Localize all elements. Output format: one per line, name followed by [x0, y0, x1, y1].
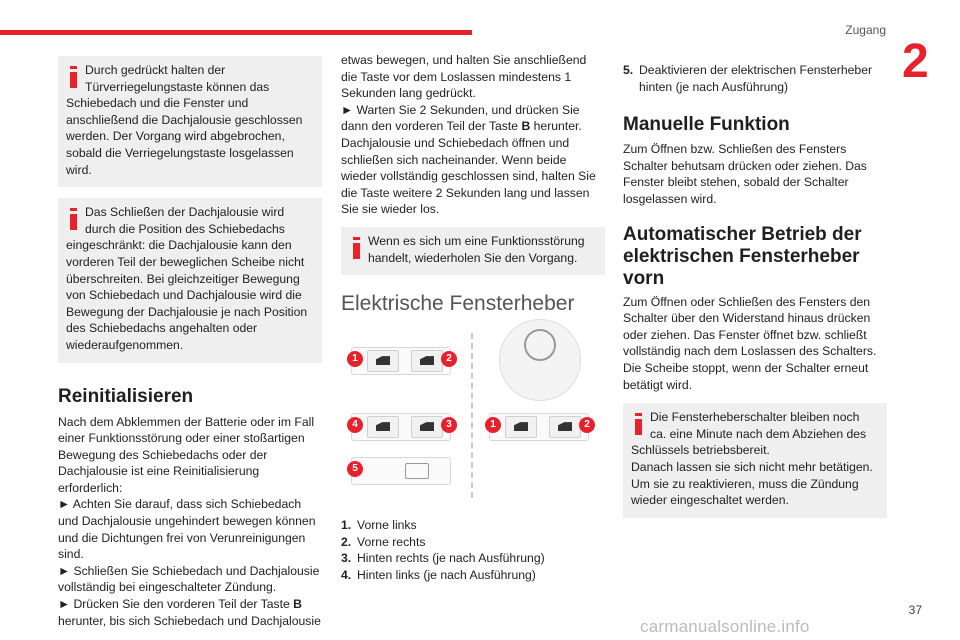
- info-icon: [635, 413, 642, 435]
- switch-panel: [351, 457, 451, 485]
- info-note-text: Durch gedrückt halten der Türverriegelungstaste können das Schiebedach und die Fenster und anschließend die Dachjalousie geschlossen werden. Der Vorgang wird abgebrochen, sobald die Verriegelungstaste losgelassen wird.: [66, 63, 303, 177]
- section-title: Zugang: [845, 23, 886, 37]
- window-switch-diagram: [341, 325, 605, 505]
- list-item: 4. Hinten links (je nach Ausführung): [341, 567, 536, 582]
- window-switch-front-left: [505, 416, 537, 438]
- watermark: carmanualsonline.info: [640, 617, 810, 636]
- step-text: ► Schließen Sie Schiebedach und Dachjalousie vollständig bei eingeschalteter Zündung.: [58, 563, 320, 595]
- info-note-text: Danach lassen sie sich nicht mehr betätigen. Um sie zu reaktivieren, muss die Zündung wieder eingeschaltet werden.: [631, 459, 873, 508]
- window-icon: [376, 422, 390, 431]
- info-icon: [70, 208, 77, 230]
- legend-list: [341, 517, 605, 583]
- window-switch-front-right: [549, 416, 581, 438]
- badge: 4: [347, 417, 363, 433]
- power-icon: [524, 329, 556, 361]
- step-text: ► Warten Sie 2 Sekunden, und drücken Sie dann den vorderen Teil der Taste B herunter. Dachjalousie und Schiebedach öffnen und schließen sich nacheinander. Wenn beide wieder vollständig geschlossen sind, halten Sie die Taste weitere 2 Sekunden lang und lassen Sie sie wieder los.: [341, 102, 596, 217]
- key-label: B: [521, 119, 531, 134]
- chapter-number: 2: [902, 35, 929, 88]
- paragraph: Nach dem Abklemmen der Batterie oder im Fall einer Funktionsstörung oder einer stoßartigen Bewegung des Schiebedachs oder der Dachjalousie ist eine Reinitialisierung erforderlich:: [58, 414, 315, 495]
- window-switch-front-right: [411, 350, 443, 372]
- column-left: [58, 56, 322, 629]
- window-switch-rear-right: [411, 416, 443, 438]
- step-text: ► Drücken Sie den vorderen Teil der Taste B herunter, bis sich Schiebedach und Dachjalousie: [58, 597, 321, 628]
- info-note: [623, 403, 887, 518]
- badge: 2: [441, 351, 457, 367]
- heading-automatischer-betrieb: Automatischer Betrieb der elektrischen Fensterheber vorn: [623, 223, 862, 289]
- legend-list: [623, 62, 887, 95]
- step-text: ► Achten Sie darauf, dass sich Schiebedach und Dachjalousie ungehindert bewegen können und die Dichtungen frei von Verunreinigungen sind.: [58, 497, 316, 562]
- list-item: 1. Vorne links: [341, 518, 417, 533]
- info-note-text: Das Schließen der Dachjalousie wird durch die Position des Schiebedachs eingeschränkt: die Dachjalousie kann den vorderen Teil der beweglichen Scheibe nicht überschreiten. Bei gleichzeitiger Bewegung von Schiebedach und Dachjalousie wird die Bewegung der Dachjalousie je nach Position des Schiebedachs angehalten oder wiederaufgenommen.: [66, 205, 308, 352]
- info-icon: [70, 66, 77, 88]
- column-middle: [341, 52, 605, 584]
- list-item: 3. Hinten rechts (je nach Ausführung): [341, 551, 545, 566]
- window-switch-front-left: [367, 350, 399, 372]
- page-number: 37: [908, 603, 922, 617]
- window-icon: [514, 422, 528, 431]
- badge: 2: [579, 417, 595, 433]
- list-item: 5. Deaktivieren der elektrischen Fensterheber hinten (je nach Ausführung): [623, 63, 873, 94]
- divider-line: [471, 333, 473, 498]
- heading-reinitialisieren: Reinitialisieren: [58, 385, 194, 407]
- key-label: B: [293, 597, 302, 612]
- info-note-text: Wenn es sich um eine Funktionsstörung handelt, wiederholen Sie den Vorgang.: [368, 233, 585, 265]
- paragraph: etwas bewegen, und halten Sie anschließend die Taste vor dem Loslassen mindestens 1 Sekunden lang gedrückt.: [341, 53, 587, 101]
- window-switch-rear-left: [367, 416, 399, 438]
- window-icon: [376, 356, 390, 365]
- info-note: [58, 198, 322, 362]
- column-right: [623, 62, 887, 518]
- badge: 1: [485, 417, 501, 433]
- list-item: 2. Vorne rechts: [341, 534, 426, 549]
- badge: 3: [441, 417, 457, 433]
- window-icon: [420, 356, 434, 365]
- header-accent-bar: [0, 30, 472, 35]
- info-note: [341, 227, 605, 275]
- paragraph: Zum Öffnen bzw. Schließen des Fensters Schalter behutsam drücken oder ziehen. Das Fenster bleibt stehen, sobald der Schalter losgelassen wird.: [623, 142, 867, 206]
- heading-elektrische-fensterheber: Elektrische Fensterheber: [341, 292, 575, 316]
- paragraph: Zum Öffnen oder Schließen des Fensters den Schalter über den Widerstand hinaus drücken oder ziehen. Das Fenster öffnet bzw. schließt vollständig nach dem Loslassen des Schalters. Die Scheibe stoppt, wenn der Schalter erneut betätigt wird.: [623, 294, 877, 392]
- info-note-text: Die Fensterheberschalter bleiben noch ca. eine Minute nach dem Abziehen des Schlüssels betriebsbereit.: [631, 410, 867, 458]
- badge: 5: [347, 461, 363, 477]
- info-note: [58, 56, 322, 187]
- window-icon: [420, 422, 434, 431]
- child-lock-icon: [405, 463, 429, 479]
- heading-manuelle-funktion: Manuelle Funktion: [623, 114, 790, 136]
- info-icon: [353, 237, 360, 259]
- badge: 1: [347, 351, 363, 367]
- window-icon: [558, 422, 572, 431]
